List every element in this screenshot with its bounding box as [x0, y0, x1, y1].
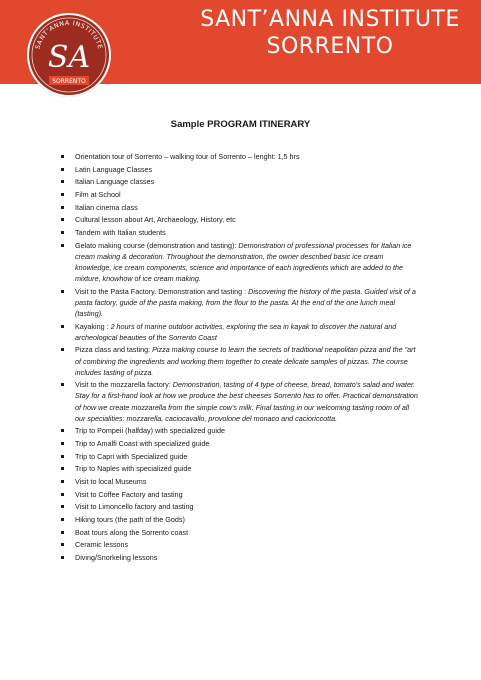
list-item-text: Boat tours along the Sorrento coast	[75, 527, 189, 537]
list-item-text: Hiking tours (the path of the Gods)	[75, 515, 185, 525]
list-item	[60, 379, 420, 423]
list-item	[60, 501, 420, 512]
list-item	[60, 189, 420, 200]
list-item-description: Demonstration, tasting of 4 type of cheese, bread, tomato's salad and water. Stay for a first-hand look at how we produce the best cheeses Sorrento has to offer. Practical demonstration of how we create mozzarella from the simple cow's milk. Final tasting in our welcoming tasting room of all our specialities: mozzarella, caciocavallo, provolone del monaco and cacioriccotta.	[75, 380, 418, 423]
list-item-text: Trip to Naples with specialized guide	[75, 464, 192, 474]
list-item	[60, 344, 420, 377]
list-item	[60, 527, 420, 538]
brand-name	[190, 6, 470, 60]
list-item-text: Visit to local Museums	[75, 477, 147, 487]
list-item-text: Latin Language Classes	[75, 164, 153, 174]
logo-bottom-text: SORRENTO	[52, 78, 86, 85]
brand-line-1: SANT’ANNA INSTITUTE	[200, 7, 460, 32]
list-item-text: Diving/Snorkeling lessons	[75, 553, 158, 563]
list-item	[60, 286, 420, 319]
list-item	[60, 202, 420, 213]
list-item-text: Ceramic lessons	[75, 540, 129, 550]
list-item-text: Visit to Coffee Factory and tasting	[75, 489, 183, 499]
list-item	[60, 214, 420, 225]
list-item-text: Tandem with Italian students	[75, 228, 166, 238]
list-item-text: Trip to Amalfi Coast with specialized guide	[75, 438, 210, 448]
list-item	[60, 227, 420, 238]
list-item-text: Pizza class and tasting:	[75, 345, 153, 355]
list-item	[60, 476, 420, 487]
list-item-description: Pizza making course to learn the secrets of traditional neapolitan pizza and the "art of combining the ingredients and working them together to create delicate samples of pizzas. The course includes tasting of pizza.	[75, 345, 416, 377]
list-item-text: Trip to Pompeii (halfday) with specialized guide	[75, 426, 225, 436]
list-item-text: Orientation tour of Sorrento – walking tour of Sorrento – lenght: 1,5 hrs	[75, 152, 300, 161]
list-item-text: Cultural lesson about Art, Archaeology, History, etc	[75, 215, 236, 225]
list-item-text: Kayaking :	[75, 321, 111, 331]
list-item-text: Italian Language classes	[75, 177, 155, 187]
list-item	[60, 151, 420, 162]
list-item-description: Demonstration of professional processes for Italian ice cream making & decoration. Throughout the demonstration, the owner described basic ice cream knowledge, ice cream components, science and importance of each ingredients which are added to the mixture, knowhow of ice cream making.	[75, 240, 412, 284]
list-item-text: Trip to Capri with Specialized guide	[75, 451, 188, 461]
logo-monogram: SA	[47, 40, 91, 75]
list-item-description: 2 hours of marine outdoor activities, exploring the sea in kayak to discover the natural and archeological beauties of the Sorrento Coast	[75, 321, 397, 342]
list-item	[60, 451, 420, 462]
list-item	[60, 176, 420, 187]
list-item	[60, 539, 420, 550]
list-item-text: Visit to the mozzarella factory:	[75, 380, 173, 390]
list-item	[60, 438, 420, 449]
list-item-text: Visit to the Pasta Factory. Demonstration and tasting :	[75, 286, 249, 296]
page-title: Sample PROGRAM ITINERARY	[170, 119, 311, 130]
list-item-description: Discovering the history of the pasta. Guided visit of a pasta factory, guide of the pasta making, from the flour to the pasta. At the end of the one lunch meal (tasting).	[75, 286, 416, 318]
list-item	[60, 489, 420, 500]
list-item	[60, 463, 420, 474]
list-item-text: Italian cinema class	[75, 202, 138, 212]
list-item	[60, 552, 420, 563]
list-item	[60, 321, 420, 343]
list-item	[60, 514, 420, 525]
list-item	[60, 425, 420, 436]
institute-logo	[27, 13, 111, 97]
brand-line-2: SORRENTO	[266, 34, 394, 59]
list-item-text: Film at School	[75, 190, 121, 200]
list-item-text: Visit to Limoncello factory and tasting	[75, 502, 194, 512]
list-item-text: Gelato making course (demonstration and tasting):	[75, 240, 239, 250]
logo-emblem-icon	[27, 13, 111, 97]
list-item	[60, 164, 420, 175]
itinerary-list	[60, 151, 420, 565]
list-item	[60, 240, 420, 284]
logo-ring-text: SANT’ANNA INSTITUTE	[34, 19, 104, 51]
